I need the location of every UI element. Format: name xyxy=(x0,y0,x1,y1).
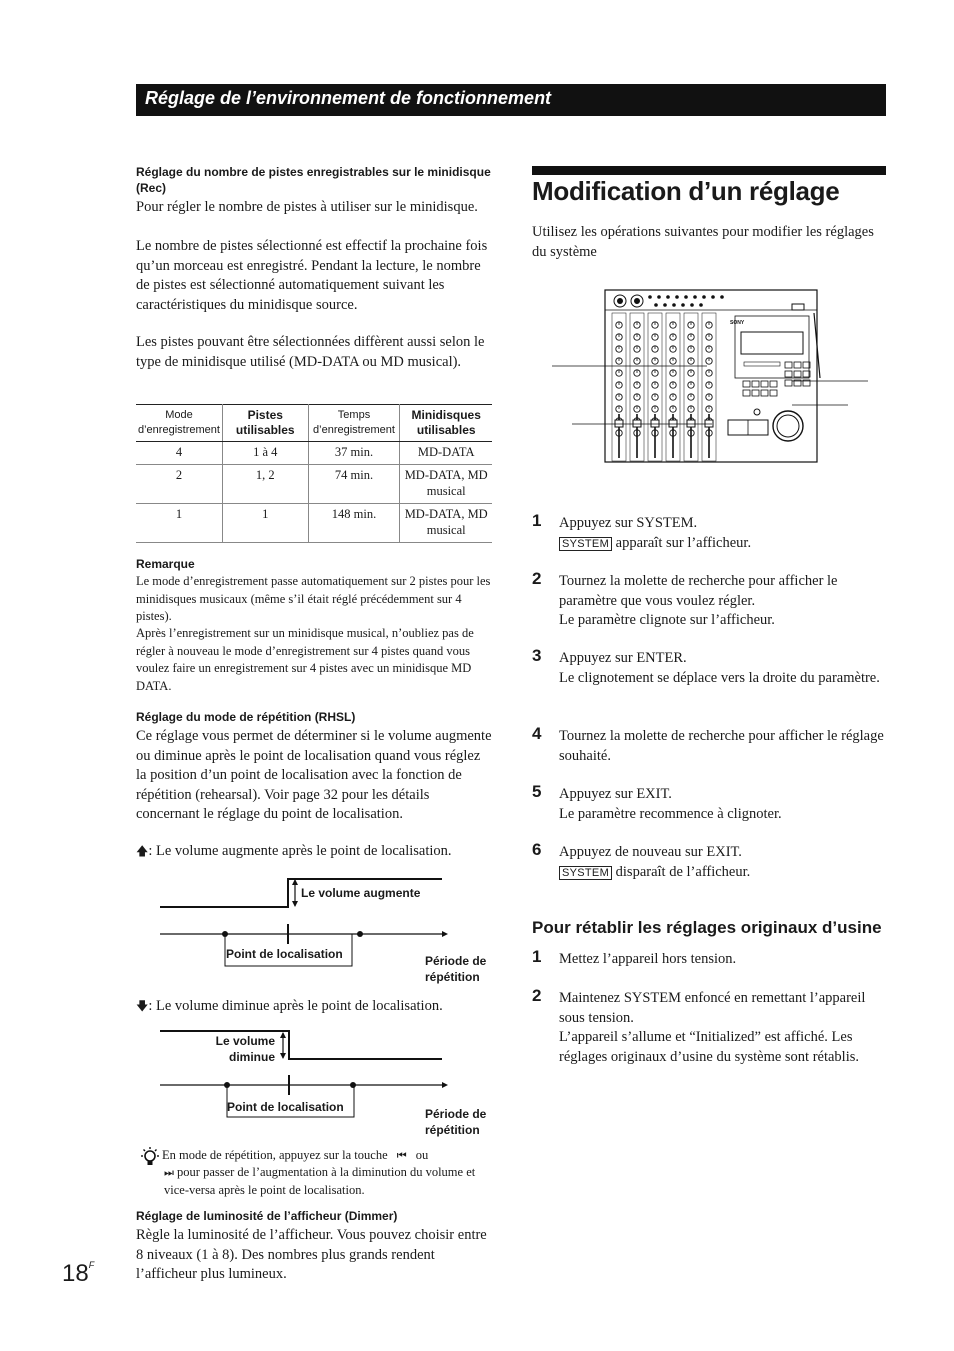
step-3-number: 3 xyxy=(532,646,542,665)
table-cell: MD-DATA, MD musical xyxy=(400,465,492,504)
step-4-instruction: Tournez la molette de recherche pour afficher le réglage souhaité. xyxy=(559,728,884,764)
tip-text-b: ou xyxy=(415,1148,429,1162)
remark-paragraph-1: Le mode d’enregistrement passe automatiquement sur 2 pistes pour les minidisques musicaux (même s’il était réglé précédemment sur 4 pistes). xyxy=(136,574,491,623)
section-header-title: Réglage de l’environnement de fonctionnement xyxy=(145,88,552,108)
table-cell: 37 min. xyxy=(308,442,400,465)
step-2-instruction: Tournez la molette de recherche pour afficher le paramètre que vous voulez régler. xyxy=(559,573,838,609)
volume-down-curve xyxy=(160,1031,442,1059)
volume-up-line xyxy=(136,842,494,862)
mixer-device-illustration xyxy=(552,288,872,466)
table-header-mode: Mode d’enregistrement xyxy=(136,405,222,442)
recording-mode-table xyxy=(136,404,492,543)
locate-point-label: Point de localisation xyxy=(227,1100,344,1114)
table-cell: 74 min. xyxy=(308,465,400,504)
tip-text-a: En mode de répétition, appuyez sur la touche xyxy=(162,1148,388,1162)
step-4-text xyxy=(559,727,889,766)
device-brand-text: SONY xyxy=(730,320,745,326)
step-6-result xyxy=(559,863,889,884)
repeat-period-label: Période de répétition xyxy=(425,954,487,984)
arrow-up-icon: 🡅 xyxy=(136,844,149,858)
rec-paragraph-2: Le nombre de pistes sélectionné est effectif la prochaine fois qu’un morceau est enregistré. Pendant la lecture, le nombre de pistes est sélectionné automatiquement suivant les caractéristiques du minidisque source. xyxy=(136,238,488,313)
reset-step-1-text xyxy=(559,950,889,970)
step-5-instruction: Appuyez sur EXIT. xyxy=(559,786,672,802)
step-5-number: 5 xyxy=(532,782,542,801)
volume-down-text: : Le volume diminue après le point de localisation. xyxy=(148,998,443,1014)
forward-icon: ⏭ xyxy=(164,1166,174,1179)
lcd-system-indicator: SYSTEM xyxy=(559,866,612,880)
intro-paragraph: Utilisez les opérations suivantes pour modifier les réglages du système xyxy=(532,224,874,260)
step-4-number: 4 xyxy=(532,724,542,743)
step-1-result xyxy=(559,534,889,555)
table-cell: 1 xyxy=(222,504,308,543)
rec-heading: Réglage du nombre de pistes enregistrables sur le minidisque (Rec) xyxy=(136,165,491,195)
reset-step-1-instruction: Mettez l’appareil hors tension. xyxy=(559,951,737,967)
repeat-end-dot xyxy=(350,1082,356,1088)
step-1-result-text: apparaît sur l’afficheur. xyxy=(615,534,752,551)
page-title: Modification d’un réglage xyxy=(532,176,840,206)
step-3-instruction: Appuyez sur ENTER. xyxy=(559,650,687,666)
step-2-text xyxy=(559,572,889,631)
arrow-down-icon: 🡇 xyxy=(136,999,149,1013)
reset-heading: Pour rétablir les réglages originaux d’usine xyxy=(532,918,882,937)
remark-paragraph-2: Après l’enregistrement sur un minidisque musical, n’oubliez pas de régler à nouveau le mode d’enregistrement sur 4 pistes quand vous voulez faire un enregistrement sur 4 pistes avec un minidisque MD DATA. xyxy=(136,626,474,693)
lcd-system-indicator: SYSTEM xyxy=(559,537,612,551)
table-row xyxy=(136,504,492,543)
step-6-text xyxy=(559,843,889,883)
step-3-result: Le clignotement se déplace vers la droite du paramètre. xyxy=(559,669,880,686)
volume-up-text: : Le volume augmente après le point de localisation. xyxy=(148,843,452,859)
table-row xyxy=(136,465,492,504)
rhsl-paragraph: Ce réglage vous permet de déterminer si le volume augmente ou diminue après le point de localisation quand vous réglez la position d’un point de localisation avec la fonction de répétition (rehearsal). Voir page 32 pour les détails concernant le réglage du point de localisation. xyxy=(136,728,492,822)
table-cell: 148 min. xyxy=(308,504,400,543)
step-6-instruction: Appuyez de nouveau sur EXIT. xyxy=(559,844,742,860)
volume-up-label: Le volume augmente xyxy=(301,886,421,900)
step-2-result: Le paramètre clignote sur l’afficheur. xyxy=(559,612,775,628)
page-number-value: 18 xyxy=(62,1260,89,1287)
table-header-row xyxy=(136,405,492,442)
dimmer-heading: Réglage de luminosité de l’afficheur (Dimmer) xyxy=(136,1209,398,1223)
repeat-period-label: Période de répétition xyxy=(425,1107,487,1137)
reset-step-2-number: 2 xyxy=(532,986,542,1005)
table-cell: 1 à 4 xyxy=(222,442,308,465)
page-number xyxy=(62,1260,94,1288)
dimmer-paragraph: Règle la luminosité de l’afficheur. Vous pouvez choisir entre 8 niveaux (1 à 8). Des nombres plus grands rendent l’afficheur plus lumineux. xyxy=(136,1227,487,1282)
volume-down-label: Le volume diminue xyxy=(215,1034,275,1064)
step-6-number: 6 xyxy=(532,840,542,859)
table-cell: MD-DATA, MD musical xyxy=(400,504,492,543)
step-1-instruction: Appuyez sur SYSTEM. xyxy=(559,515,698,531)
reset-step-2-text xyxy=(559,989,889,1067)
step-1-text xyxy=(559,514,889,554)
repeat-end-dot xyxy=(357,931,363,937)
step-6-result-text: disparaît de l’afficheur. xyxy=(615,863,751,880)
table-cell: MD-DATA xyxy=(400,442,492,465)
volume-down-line xyxy=(136,997,494,1017)
table-cell: 1, 2 xyxy=(222,465,308,504)
table-header-discs: Minidisques utilisables xyxy=(400,405,492,442)
step-1-number: 1 xyxy=(532,511,542,530)
reset-step-2-instruction: Maintenez SYSTEM enfoncé en remettant l’appareil sous tension. xyxy=(559,990,866,1026)
rewind-icon: ⏮ xyxy=(396,1149,407,1162)
reset-step-1-number: 1 xyxy=(532,947,542,966)
table-row xyxy=(136,442,492,465)
title-rule xyxy=(532,166,886,175)
reset-step-2-result: L’appareil s’allume et “Initialized” est affiché. Les réglages originaux d’usine du système sont rétablis. xyxy=(559,1029,860,1065)
remark-heading: Remarque xyxy=(136,557,195,571)
page-number-suffix: F xyxy=(88,1260,95,1270)
step-5-result: Le paramètre recommence à clignoter. xyxy=(559,805,782,822)
tip-lightbulb-icon xyxy=(138,1146,162,1168)
step-5-text xyxy=(559,785,889,824)
locate-point-label: Point de localisation xyxy=(226,947,343,961)
table-cell: 2 xyxy=(136,465,222,504)
tip-line-2 xyxy=(164,1164,490,1199)
table-header-time: Temps d’enregistrement xyxy=(308,405,400,442)
table-header-tracks: Pistes utilisables xyxy=(222,405,308,442)
rhsl-heading: Réglage du mode de répétition (RHSL) xyxy=(136,710,356,724)
section-header-bar xyxy=(136,84,886,116)
rec-paragraph-3: Les pistes pouvant être sélectionnées diffèrent aussi selon le type de minidisque utilisé (MD-DATA ou MD musical). xyxy=(136,334,485,370)
step-2-number: 2 xyxy=(532,569,542,588)
rec-paragraph-1: Pour régler le nombre de pistes à utiliser sur le minidisque. xyxy=(136,199,478,215)
step-3-text xyxy=(559,649,889,688)
tip-line-1 xyxy=(162,1147,492,1165)
tip-text-c: pour passer de l’augmentation à la diminution du volume et vice-versa après le point de localisation. xyxy=(164,1165,476,1197)
table-cell: 1 xyxy=(136,504,222,543)
table-cell: 4 xyxy=(136,442,222,465)
